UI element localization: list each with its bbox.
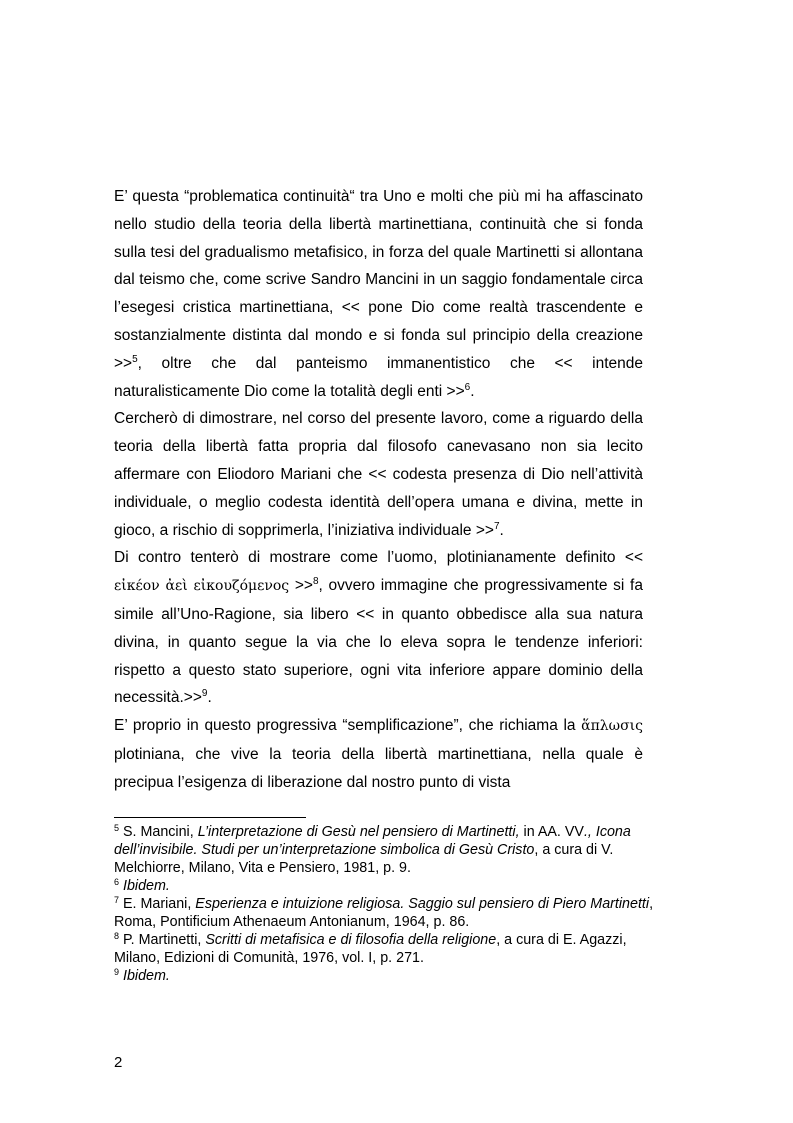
footnote-6 <box>114 877 654 895</box>
paragraph-text: . <box>470 382 475 400</box>
paragraph-text: . <box>499 521 504 539</box>
page-number: 2 <box>114 1054 123 1071</box>
footnote-title: L’interpretazione di Gesù nel pensiero di Martinetti, <box>197 824 520 840</box>
footnote-separator <box>114 817 306 818</box>
footnote-text: , a cura di E. Agazzi, Milano, Edizioni di Comunità, 1976, vol. I, p. 271. <box>114 932 627 966</box>
footnote-text: , a cura di V. Melchiorre, Milano, Vita e Pensiero, 1981, p. 9. <box>114 842 614 876</box>
paragraph-1 <box>114 183 643 405</box>
footnote-ref-5[interactable]: 5 <box>132 353 138 365</box>
footnote-title: ., Icona dell’invisibile. Studi per un’interpretazione simbolica di Gesù Cristo <box>114 824 631 858</box>
footnote-ref-8[interactable]: 8 <box>312 576 319 588</box>
footnote-number: 9 <box>114 967 120 977</box>
paragraph-3 <box>114 544 643 712</box>
paragraph-2 <box>114 405 643 544</box>
footnote-text: , Roma, Pontificium Athenaeum Antonianum, 1964, p. 86. <box>114 896 654 930</box>
footnote-title: Ibidem. <box>123 878 170 894</box>
footnote-ref-7[interactable]: 7 <box>493 520 500 532</box>
paragraph-text: . <box>207 689 212 707</box>
greek-quote: εἰκέον ἀεὶ εἰκουζόμενος <box>114 578 290 595</box>
paragraph-text: , ovvero immagine che progressivamente si fa simile all’Uno-Ragione, sia libero << in quanto obbedisce alla sua natura divina, in quanto segue la via che lo eleva sopra le tendenze inferiori: rispetto a questo stato superiore, ogni vita inferiore appare dominio della necessità.>> <box>114 577 643 707</box>
footnote-number: 5 <box>114 823 120 833</box>
footnote-8 <box>114 931 654 967</box>
footnote-text: S. Mancini, <box>119 824 198 840</box>
footnote-ref-6[interactable]: 6 <box>464 381 471 393</box>
footnote-number: 8 <box>114 931 120 941</box>
paragraph-text: E’ proprio in questo progressiva “semplificazione”, che richiama la <box>114 717 582 735</box>
footnote-number: 6 <box>114 877 120 887</box>
paragraph-text: Di contro tenterò di mostrare come l’uomo, plotinianamente definito << <box>114 549 643 567</box>
footnote-7 <box>114 895 654 931</box>
paragraph-text: Cercherò di dimostrare, nel corso del presente lavoro, come a riguardo della teoria della libertà fatta propria dal filosofo canevasano non sia lecito affermare con Eliodoro Mariani che << codesta presenza di Dio nell’attività individuale, o meglio codesta identità dell’opera umana e divina, mette in gioco, a rischio di sopprimerla, l’iniziativa individuale >> <box>114 410 643 539</box>
footnote-5 <box>114 823 654 877</box>
paragraph-text: plotiniana, che vive la teoria della libertà martinettiana, nella quale è precipua l’esigenza di liberazione dal nostro punto di vista <box>114 745 643 791</box>
footnote-text: E. Mariani, <box>119 896 196 912</box>
footnote-title: Scritti di metafisica e di filosofia della religione <box>205 932 497 948</box>
paragraph-4 <box>114 712 643 796</box>
footnote-ref-9[interactable]: 9 <box>201 688 208 700</box>
footnotes <box>114 823 654 985</box>
footnote-text: in AA. VV <box>519 824 584 840</box>
paragraph-text: E’ questa “problematica continuità“ tra Uno e molti che più mi ha affascinato nello studio della teoria della libertà martinettiana, continuità che si fonda sulla tesi del gradualismo metafisico, in forza del quale Martinetti si allontana dal teismo che, come scrive Sandro Mancini in un saggio fondamentale circa l’esegesi cristica martinettiana, << pone Dio come realtà trascendente e sostanzialmente distinta dal mondo e si fonda sul principio della creazione >> <box>114 188 643 372</box>
footnote-9 <box>114 967 654 985</box>
footnote-number: 7 <box>114 895 120 905</box>
body-text <box>114 183 643 797</box>
footnote-title: Ibidem. <box>123 968 170 984</box>
footnote-title: Esperienza e intuizione religiosa. Saggio sul pensiero di Piero Martinetti <box>195 896 650 912</box>
footnote-text: P. Martinetti, <box>119 932 206 948</box>
paragraph-text: , oltre che dal panteismo immanentistico che << intende naturalisticamente Dio come la totalità degli enti >> <box>114 354 643 400</box>
greek-term: ἅπλωσις <box>581 718 643 735</box>
paragraph-text: >> <box>289 577 313 595</box>
